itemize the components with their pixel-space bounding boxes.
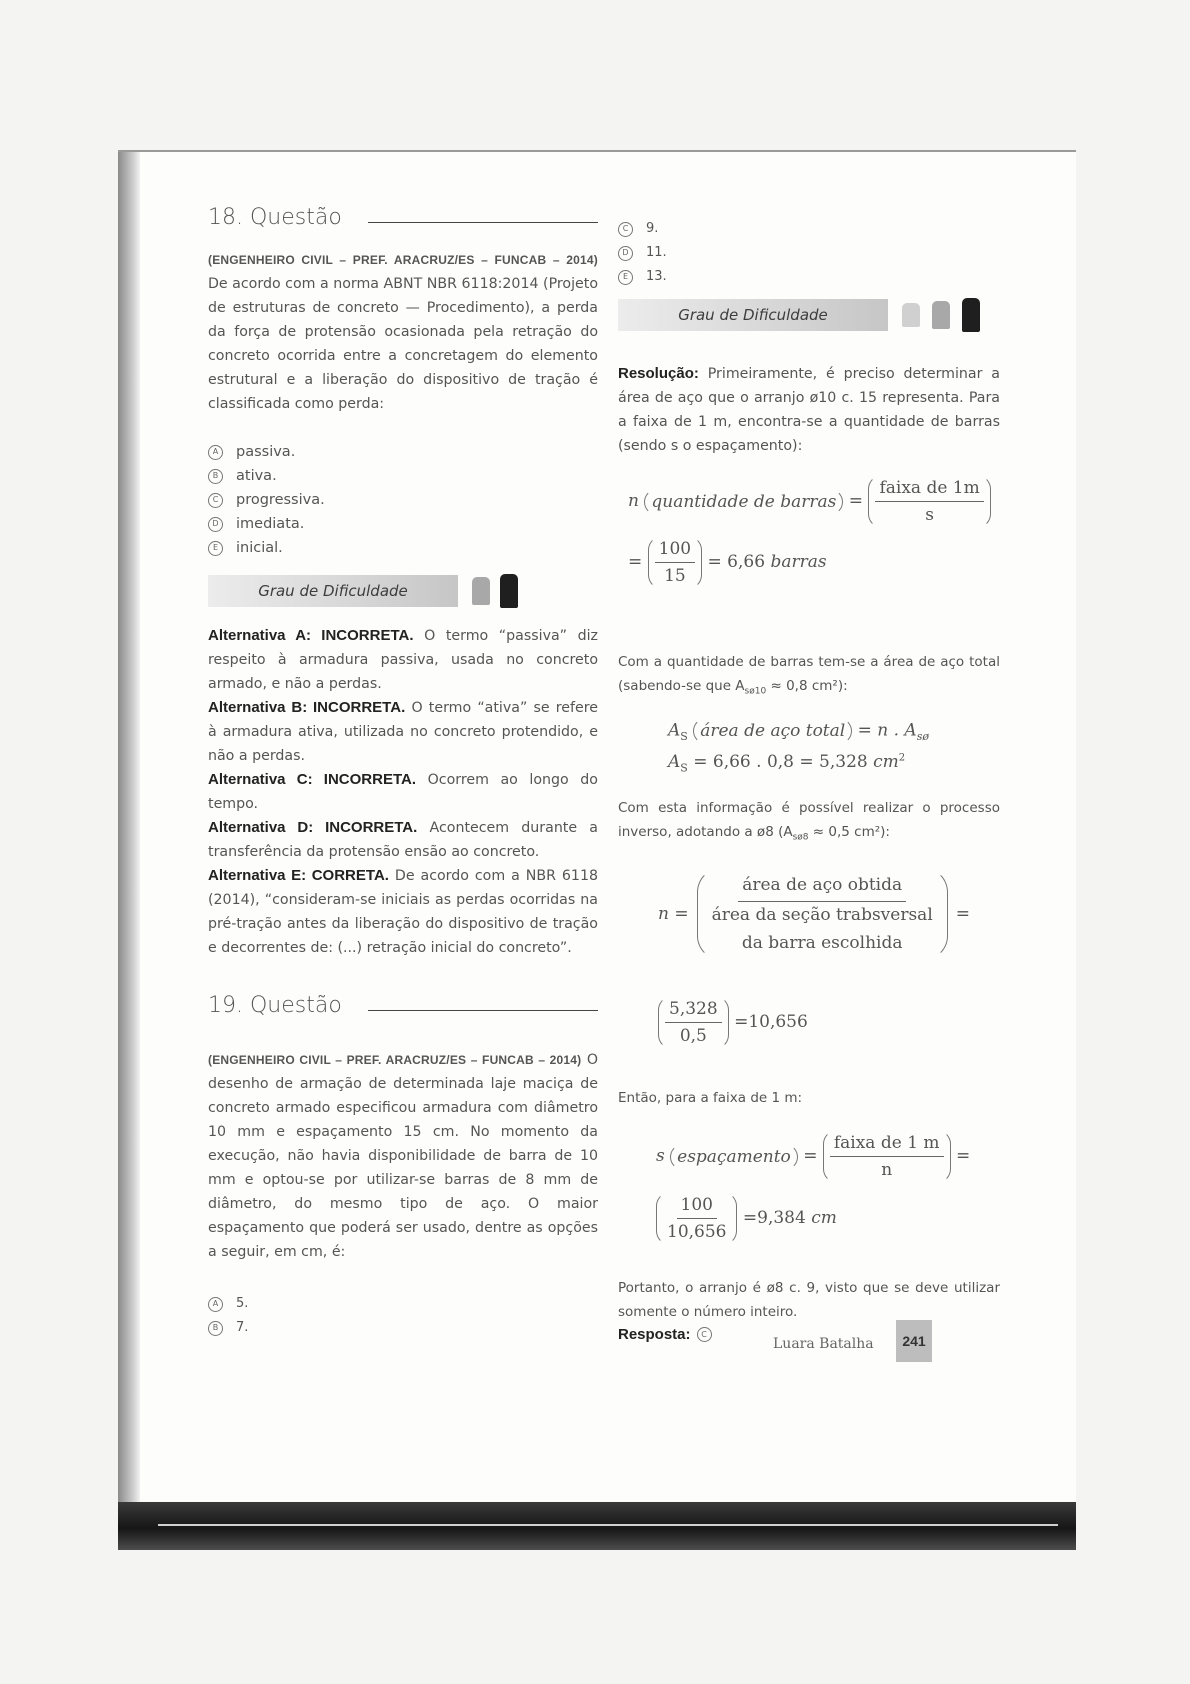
- alternative-text: O termo “passiva” diz respeito à armadura passiva, usada no concreto armado, e não a perdas.: [208, 628, 598, 692]
- resolution-label: Resolução:: [618, 365, 699, 382]
- alternative-label: Alternativa E: CORRETA.: [208, 867, 389, 884]
- inverse-subscript: sø8: [792, 832, 809, 843]
- eq-symbol: A: [668, 752, 681, 772]
- footer-author: Luara Batalha: [773, 1336, 874, 1352]
- eq-paren: [693, 718, 852, 744]
- equation-new-count-value: [658, 996, 808, 1049]
- option-letter-circle: C: [208, 493, 223, 508]
- alternative-text: Acontecem durante a transferência da protensão ensão ao concreto.: [208, 820, 598, 860]
- alternative-label: Alternativa C: INCORRETA.: [208, 771, 417, 788]
- alternative-b-explanation: [208, 696, 598, 768]
- option-b[interactable]: [208, 464, 598, 488]
- right-column: [618, 217, 1008, 289]
- eq-denominator: área da seção trabsversal: [711, 905, 933, 925]
- eq-numerator: faixa de 1m: [875, 478, 983, 502]
- eq-equals: =: [955, 1146, 971, 1166]
- question-19-source: (ENGENHEIRO CIVIL – PREF. ARACRUZ/ES – FUNCAB – 2014): [208, 1053, 582, 1067]
- question-19-title: 19. Questão: [208, 992, 342, 1018]
- area-text-end: ≈ 0,8 cm²):: [766, 678, 848, 694]
- option-text: passiva.: [236, 444, 296, 460]
- eq-superscript: 2: [898, 752, 906, 764]
- area-subscript: sø10: [744, 686, 767, 697]
- option-letter-circle: B: [208, 1321, 223, 1336]
- then-paragraph: Então, para a faixa de 1 m:: [618, 1090, 803, 1106]
- inverse-text-end: ≈ 0,5 cm²):: [808, 824, 890, 840]
- option-letter-circle: A: [208, 445, 223, 460]
- eq-subscript: sø: [916, 729, 929, 743]
- option-text: 11.: [646, 245, 667, 260]
- equation-spacing: s espaçamento = $\frac{\text{faixa de 1 m}}{n}$ =: [656, 1130, 970, 1183]
- question-18-rule: [368, 222, 598, 223]
- option-letter-circle: B: [208, 469, 223, 484]
- eq-numerator: área de aço obtida: [738, 875, 906, 902]
- eq-denominator: 10,656: [667, 1222, 727, 1242]
- question-19-options-right: [618, 217, 1008, 289]
- option-text: 9.: [646, 221, 659, 236]
- eq-paren: [656, 1192, 737, 1245]
- eq-equals: =: [955, 904, 971, 924]
- eq-subscript: S: [680, 729, 688, 743]
- question-19-rule: [368, 1010, 598, 1011]
- inverse-paragraph: [618, 796, 1000, 850]
- option-letter-circle: E: [618, 270, 633, 285]
- question-18-text: De acordo com a norma ABNT NBR 6118:2014 (Projeto de estruturas de concreto — Procedimento), a perda da força de protensão ocasionada pela retração do concreto ocorrida entre a concretagem do elemento estrutural e a liberação do dispositivo de tração é classificada como perda:: [208, 276, 598, 412]
- eq-result: =9,384: [742, 1208, 806, 1228]
- left-column: [208, 200, 598, 1340]
- option-e[interactable]: [208, 536, 598, 560]
- resolution-text: Primeiramente, é preciso determinar a área de aço que o arranjo ø10 c. 15 representa. Para a faixa de 1 m, encontra-se a quantidade de barras (sendo s o espaçamento):: [618, 366, 1000, 454]
- option-c[interactable]: [618, 217, 1008, 241]
- question-19-options-left: [208, 1292, 598, 1340]
- option-letter-circle: C: [618, 222, 633, 237]
- eq-numerator: 100: [677, 1195, 717, 1219]
- equation-new-count: [658, 868, 970, 960]
- eq-paren: [823, 1130, 951, 1183]
- book-spine-shadow: [118, 150, 140, 1550]
- option-c[interactable]: [208, 488, 598, 512]
- option-letter-circle: E: [208, 541, 223, 556]
- alternative-a-explanation: [208, 624, 598, 696]
- area-paragraph: [618, 650, 1000, 704]
- eq-fraction: [875, 478, 983, 525]
- eq-denominator: n: [881, 1160, 893, 1180]
- equation-total-area-value: [668, 752, 905, 774]
- page-top-rule: [118, 150, 1076, 152]
- eq-unit: cm: [873, 752, 899, 772]
- difficulty-bar-icon: [932, 301, 950, 329]
- equation-total-area: [668, 718, 929, 744]
- question-18-source: (ENGENHEIRO CIVIL – PREF. ARACRUZ/ES – FUNCAB – 2014): [208, 253, 598, 267]
- difficulty-bar-icon: [902, 303, 920, 327]
- conclusion-paragraph: Portanto, o arranjo é ø8 c. 9, visto que se deve utilizar somente o número inteiro.: [618, 1280, 1000, 1320]
- eq-paren: [670, 1144, 798, 1170]
- question-19-header: [208, 988, 598, 1022]
- question-18-statement: [208, 248, 598, 416]
- eq-result: 6,66: [727, 552, 766, 572]
- eq-paren: [644, 489, 843, 515]
- eq-paren: [648, 536, 702, 589]
- alternative-c-explanation: [208, 768, 598, 816]
- option-a[interactable]: [208, 1292, 598, 1316]
- option-text: 13.: [646, 269, 667, 284]
- option-d[interactable]: [618, 241, 1008, 265]
- difficulty-indicator-18: [208, 574, 598, 608]
- alternative-e-explanation: [208, 864, 598, 960]
- eq-paren: [697, 868, 948, 960]
- option-b[interactable]: [208, 1316, 598, 1340]
- difficulty-bar-icon: [962, 298, 980, 332]
- eq-fraction: [655, 539, 695, 586]
- eq-description: espaçamento: [677, 1146, 791, 1167]
- option-text: 7.: [236, 1320, 249, 1335]
- page-bottom-bar: [118, 1502, 1076, 1550]
- answer-letter-circle: C: [697, 1327, 712, 1342]
- eq-fraction: [708, 875, 937, 953]
- equation-bar-result: = $\frac{100}{15}$ = 6,66 barras: [628, 536, 827, 589]
- option-a[interactable]: [208, 440, 598, 464]
- difficulty-bar-icon: [500, 574, 518, 608]
- inverse-text: Com esta informação é possível realizar o processo inverso, adotando a ø8 (A: [618, 800, 1000, 840]
- option-text: ativa.: [236, 468, 277, 484]
- question-18-alternatives: [208, 624, 598, 960]
- answer-line: [618, 1326, 725, 1343]
- equation-spacing-value: [656, 1192, 837, 1245]
- eq-fraction: [830, 1133, 944, 1180]
- alternative-text: O termo “ativa” se refere à armadura ativa, utilizada no concreto protendido, e não a perdas.: [208, 700, 599, 764]
- eq-symbol: n: [628, 491, 639, 511]
- eq-rhs: = 6,66 . 0,8 = 5,328: [693, 752, 868, 772]
- eq-paren: [658, 996, 729, 1049]
- eq-rhs: = n . A: [857, 720, 917, 741]
- option-e[interactable]: [618, 265, 1008, 289]
- page-bottom-line: [158, 1524, 1058, 1526]
- alternative-label: Alternativa D: INCORRETA.: [208, 819, 418, 836]
- alternative-text: Ocorrem ao longo do tempo.: [208, 772, 598, 812]
- option-d[interactable]: [208, 512, 598, 536]
- alternative-d-explanation: [208, 816, 598, 864]
- question-18-title: 18. Questão: [208, 204, 342, 230]
- alternative-label: Alternativa B: INCORRETA.: [208, 699, 406, 716]
- eq-numerator: 5,328: [665, 999, 722, 1023]
- question-18-header: [208, 200, 598, 234]
- difficulty-label: Grau de Dificuldade: [618, 299, 888, 331]
- area-text: Com a quantidade de barras tem-se a área de aço total (sabendo-se que A: [618, 654, 1000, 694]
- option-letter-circle: D: [618, 246, 633, 261]
- eq-unit: cm: [811, 1208, 837, 1228]
- question-18-options: [208, 440, 598, 560]
- eq-fraction: [665, 999, 722, 1046]
- eq-symbol: s: [656, 1146, 665, 1166]
- eq-description: quantidade de barras: [651, 491, 837, 512]
- question-19-text: O desenho de armação de determinada laje maciça de concreto armado especificou armadura com diâmetro 10 mm e espaçamento 15 cm. No momento da execução, não havia disponibilidade de barra de 10 mm e optou-se por utilizar-se barras de 8 mm de diâmetro, do mesmo tipo de aço. O maior espaçamento que poderá ser usado, dentre as opções a seguir, em cm, é:: [208, 1052, 598, 1260]
- eq-result: =10,656: [734, 1012, 808, 1032]
- eq-fraction: [663, 1195, 730, 1242]
- option-letter-circle: D: [208, 517, 223, 532]
- equation-bar-count: n quantidade de barras = $\frac{\text{faixa de 1m}}{s}$: [628, 475, 991, 528]
- answer-label: Resposta:: [618, 1326, 691, 1343]
- difficulty-bar-icon: [472, 577, 490, 605]
- eq-denominator: 0,5: [679, 1026, 707, 1046]
- eq-numerator: 100: [655, 539, 695, 563]
- eq-symbol: n =: [658, 904, 689, 924]
- eq-denominator: s: [925, 505, 934, 525]
- option-text: imediata.: [236, 516, 305, 532]
- option-text: inicial.: [236, 540, 283, 556]
- eq-description: área de aço total: [700, 721, 846, 741]
- option-text: progressiva.: [236, 492, 325, 508]
- eq-denominator: da barra escolhida: [741, 933, 903, 953]
- eq-symbol: A: [668, 720, 681, 741]
- eq-paren: [868, 475, 990, 528]
- page-number: 241: [896, 1320, 932, 1362]
- option-letter-circle: A: [208, 1297, 223, 1312]
- eq-unit: barras: [770, 552, 827, 572]
- alternative-text: De acordo com a NBR 6118 (2014), “consideram-se iniciais as perdas ocorridas na pré-tração antes da liberação do dispositivo de tração e decorrentes de: (...) retração inicial do concreto”.: [208, 868, 599, 956]
- difficulty-indicator-19: [618, 298, 980, 332]
- alternative-label: Alternativa A: INCORRETA.: [208, 627, 414, 644]
- resolution-paragraph: [618, 362, 1000, 458]
- difficulty-label: Grau de Dificuldade: [208, 575, 458, 607]
- question-19-statement: [208, 1048, 598, 1264]
- eq-denominator: 15: [664, 566, 686, 586]
- eq-subscript: S: [680, 761, 688, 775]
- eq-numerator: faixa de 1 m: [830, 1133, 944, 1157]
- option-text: 5.: [236, 1296, 249, 1311]
